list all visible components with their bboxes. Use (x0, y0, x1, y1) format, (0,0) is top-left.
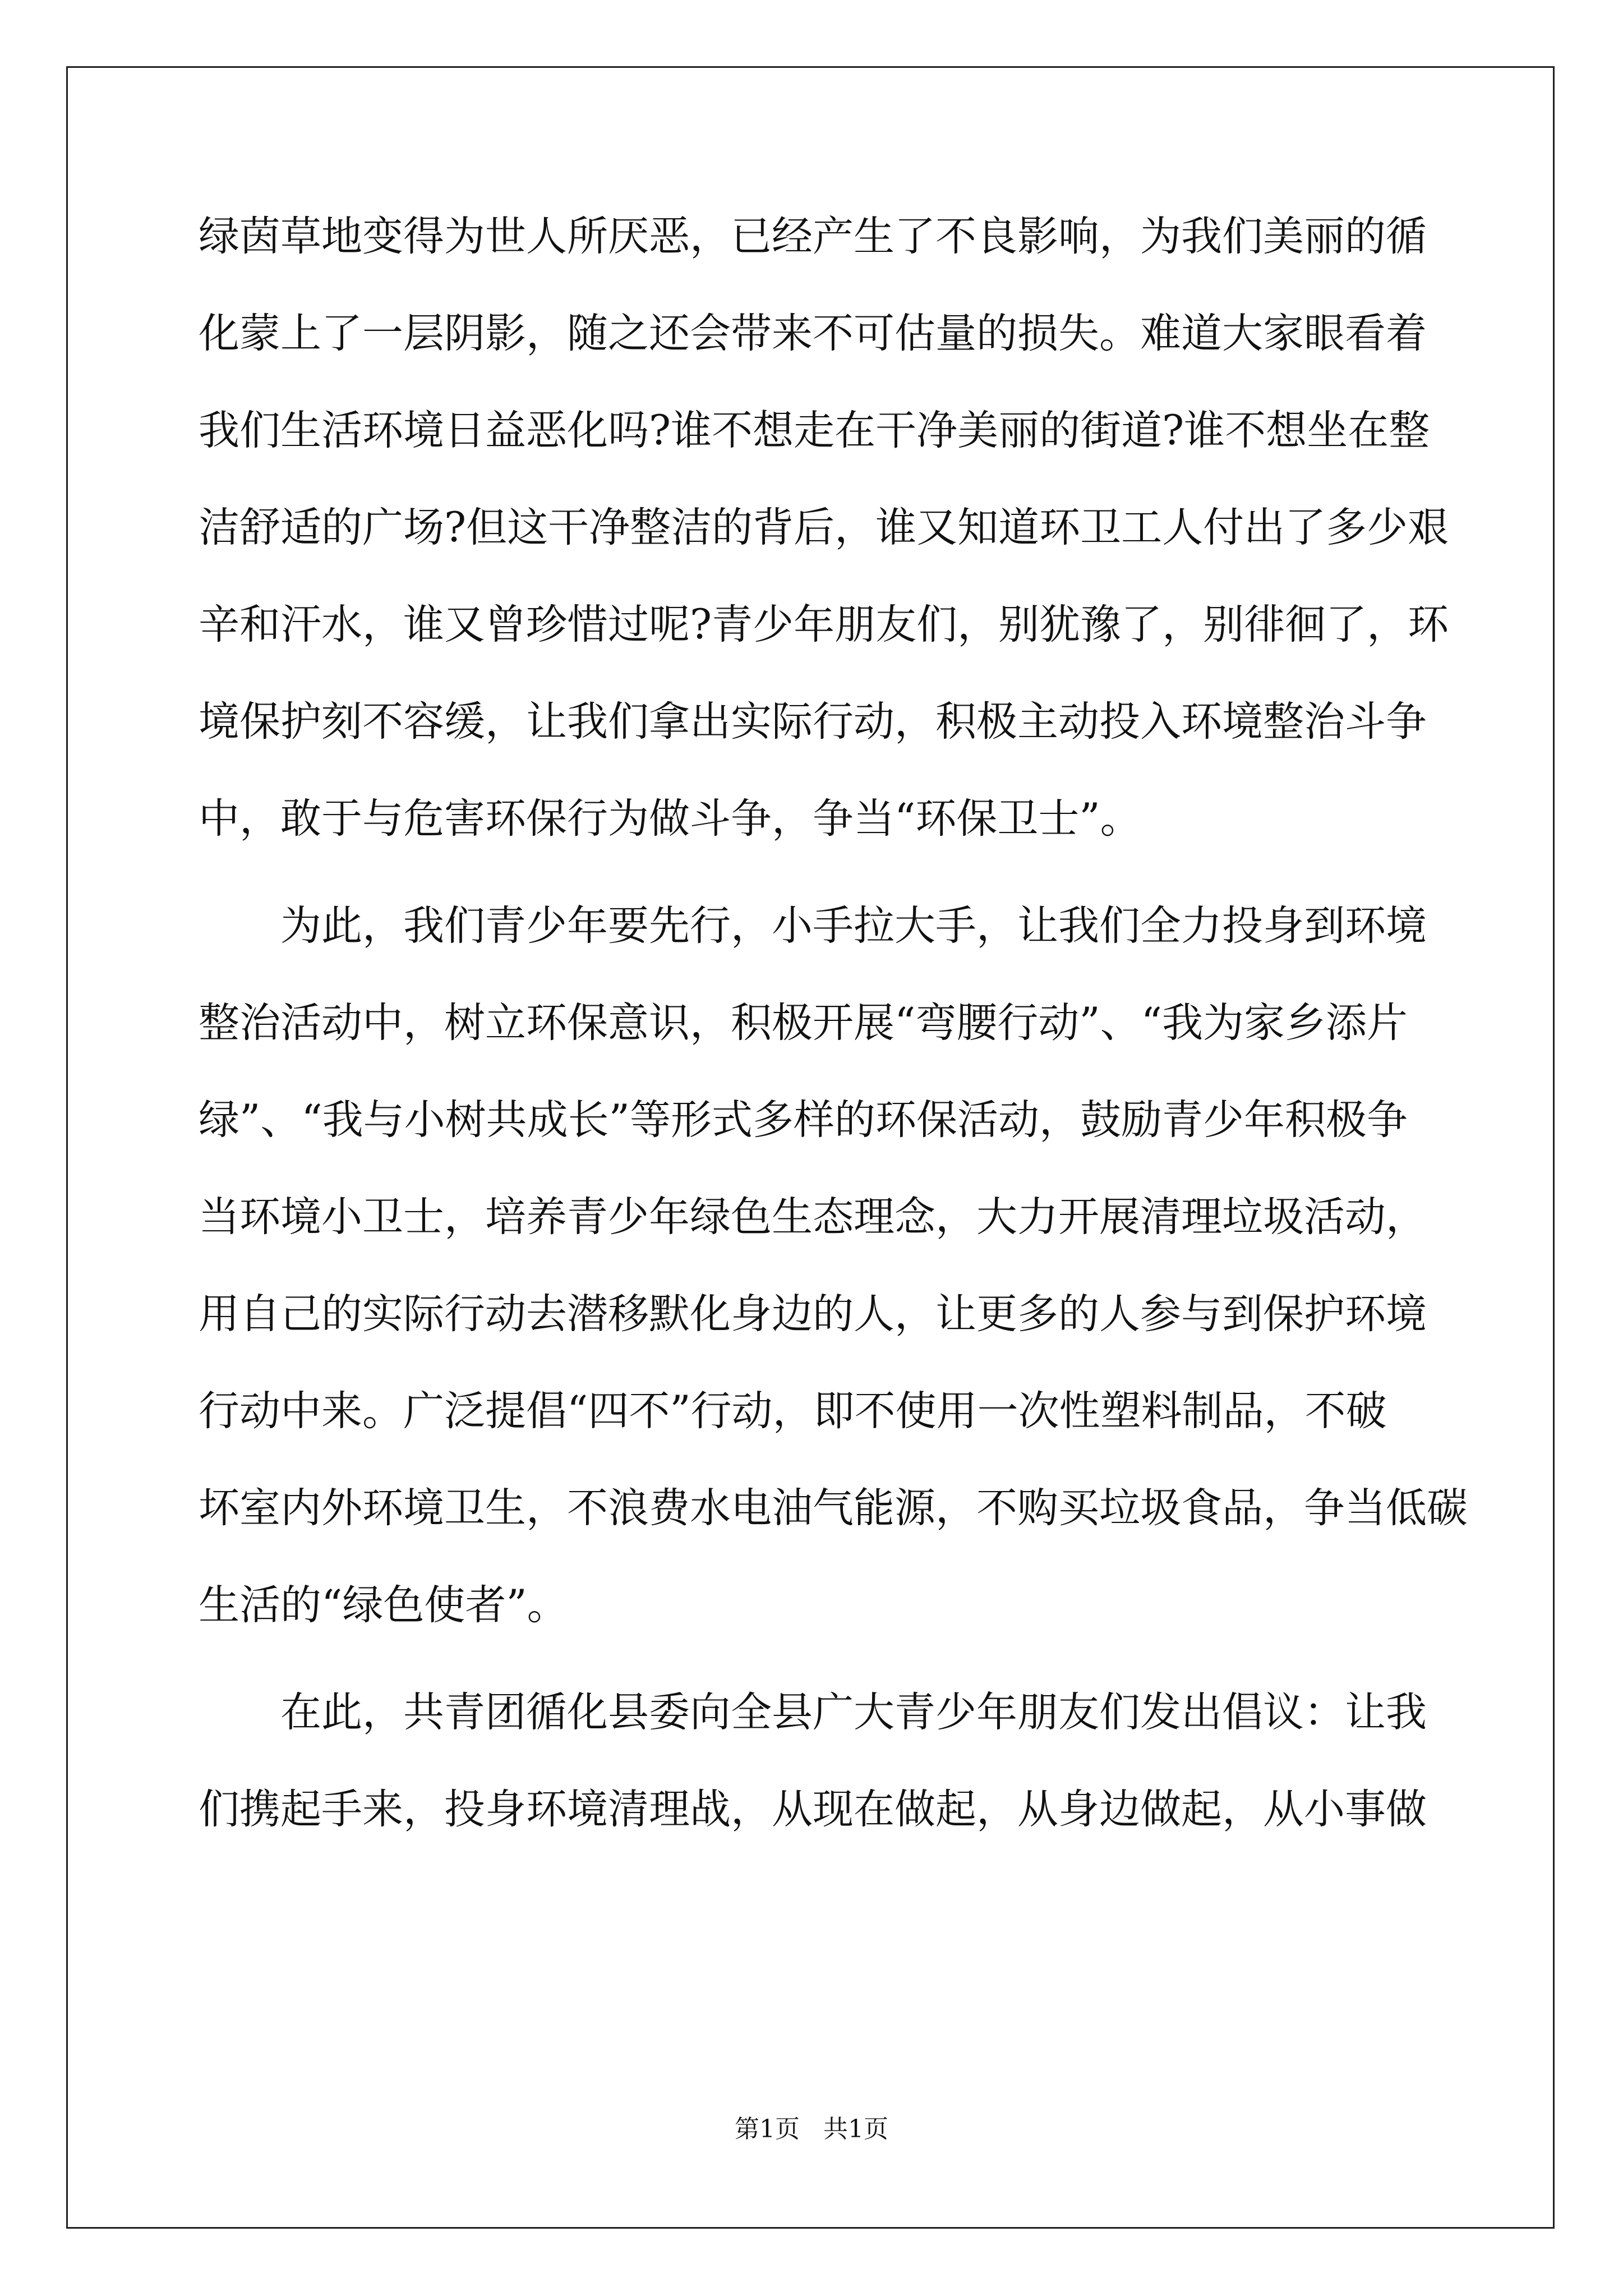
page-number-footer: 第1页 共1页 (735, 2115, 888, 2143)
text-line: 辛和汗水，谁又曾珍惜过呢?青少年朋友们，别犹豫了，别徘徊了，环 (199, 601, 1449, 648)
text-line: 整治活动中，树立环保意识，积极开展“弯腰行动”、“我为家乡添片 (199, 999, 1408, 1047)
text-line: 们携起手来，投身环境清理战，从现在做起，从身边做起，从小事做 (199, 1786, 1427, 1833)
text-line: 行动中来。广泛提倡“四不”行动，即不使用一次性塑料制品，不破 (199, 1387, 1387, 1435)
text-line: 在此，共青团循化县委向全县广大青少年朋友们发出倡议：让我 (280, 1688, 1427, 1736)
text-line: 境保护刻不容缓，让我们拿出实际行动，积极主动投入环境整治斗争 (199, 698, 1427, 746)
document-body (199, 209, 1468, 1879)
text-line: 坏室内外环境卫生，不浪费水电油气能源，不购买垃圾食品，争当低碳 (199, 1484, 1468, 1532)
text-line: 当环境小卫士，培养青少年绿色生态理念，大力开展清理垃圾活动， (199, 1193, 1427, 1241)
text-line: 为此，我们青少年要先行，小手拉大手，让我们全力投身到环境 (280, 902, 1427, 950)
paragraph-gap (199, 888, 1432, 898)
text-line: 用自己的实际行动去潜移默化身边的人，让更多的人参与到保护环境 (199, 1290, 1427, 1338)
text-line: 绿”、“我与小树共成长”等形式多样的环保活动，鼓励青少年积极争 (199, 1096, 1408, 1144)
text-line: 我们生活环境日益恶化吗?谁不想走在干净美丽的街道?谁不想坐在整 (199, 407, 1430, 454)
paragraph-gap (199, 1674, 1432, 1685)
text-line: 洁舒适的广场?但这干净整洁的背后，谁又知道环卫工人付出了多少艰 (199, 504, 1449, 551)
text-line: 中，敢于与危害环保行为做斗争，争当“环保卫士”。 (199, 795, 1141, 843)
text-line: 生活的“绿色使者”。 (199, 1581, 568, 1629)
text-line: 化蒙上了一层阴影，随之还会带来不可估量的损失。难道大家眼看着 (199, 310, 1427, 357)
text-line: 绿茵草地变得为世人所厌恶，已经产生了不良影响，为我们美丽的循 (199, 213, 1427, 260)
